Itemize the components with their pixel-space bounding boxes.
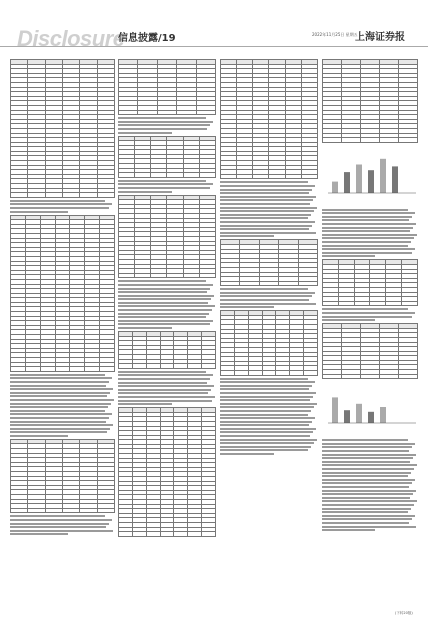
data-table — [118, 59, 216, 115]
bar-mark — [344, 172, 350, 193]
text-block — [322, 308, 418, 321]
column-4 — [322, 57, 418, 617]
text-block — [10, 515, 115, 535]
data-table — [322, 59, 418, 143]
bar-mark — [380, 158, 386, 192]
text-block — [118, 117, 216, 133]
data-table — [220, 239, 318, 286]
issue-date: 2022年11月25日 星期五 — [312, 32, 358, 37]
section-title: 信息披露/19 — [118, 33, 176, 44]
text-block — [118, 180, 216, 193]
data-table — [118, 331, 216, 369]
page-header — [0, 0, 428, 51]
data-table — [322, 323, 418, 379]
data-table — [10, 439, 115, 514]
text-block — [118, 371, 216, 405]
column-2 — [118, 57, 216, 617]
bar-mark — [332, 181, 338, 192]
column-1 — [10, 57, 115, 617]
bar-chart-figure — [322, 385, 418, 429]
bar-mark — [344, 410, 350, 423]
bar-mark — [368, 412, 374, 423]
text-block — [118, 280, 216, 329]
text-block — [220, 181, 318, 237]
text-block — [220, 378, 318, 455]
data-table — [118, 195, 216, 279]
bar-mark — [368, 170, 374, 193]
newspaper-masthead: 上海证券报 — [355, 32, 405, 43]
data-table — [118, 407, 216, 537]
data-table — [118, 136, 216, 178]
text-block — [10, 374, 115, 437]
disclosure-banner: Disclosure — [17, 26, 125, 51]
continuation-note: (下转20版) — [395, 611, 413, 615]
data-table — [220, 310, 318, 375]
bar-mark — [356, 404, 362, 423]
bar-chart-figure — [322, 149, 418, 199]
bar-mark — [380, 407, 386, 423]
data-table — [220, 59, 318, 179]
column-3 — [220, 57, 318, 617]
bar-mark — [356, 164, 362, 193]
bar-mark — [332, 398, 338, 424]
data-table — [10, 215, 115, 372]
text-block — [220, 288, 318, 308]
data-table — [10, 59, 115, 198]
text-block — [10, 200, 115, 213]
text-block — [322, 209, 418, 258]
bar-mark — [392, 166, 398, 193]
data-table — [322, 259, 418, 306]
text-block — [322, 439, 418, 531]
